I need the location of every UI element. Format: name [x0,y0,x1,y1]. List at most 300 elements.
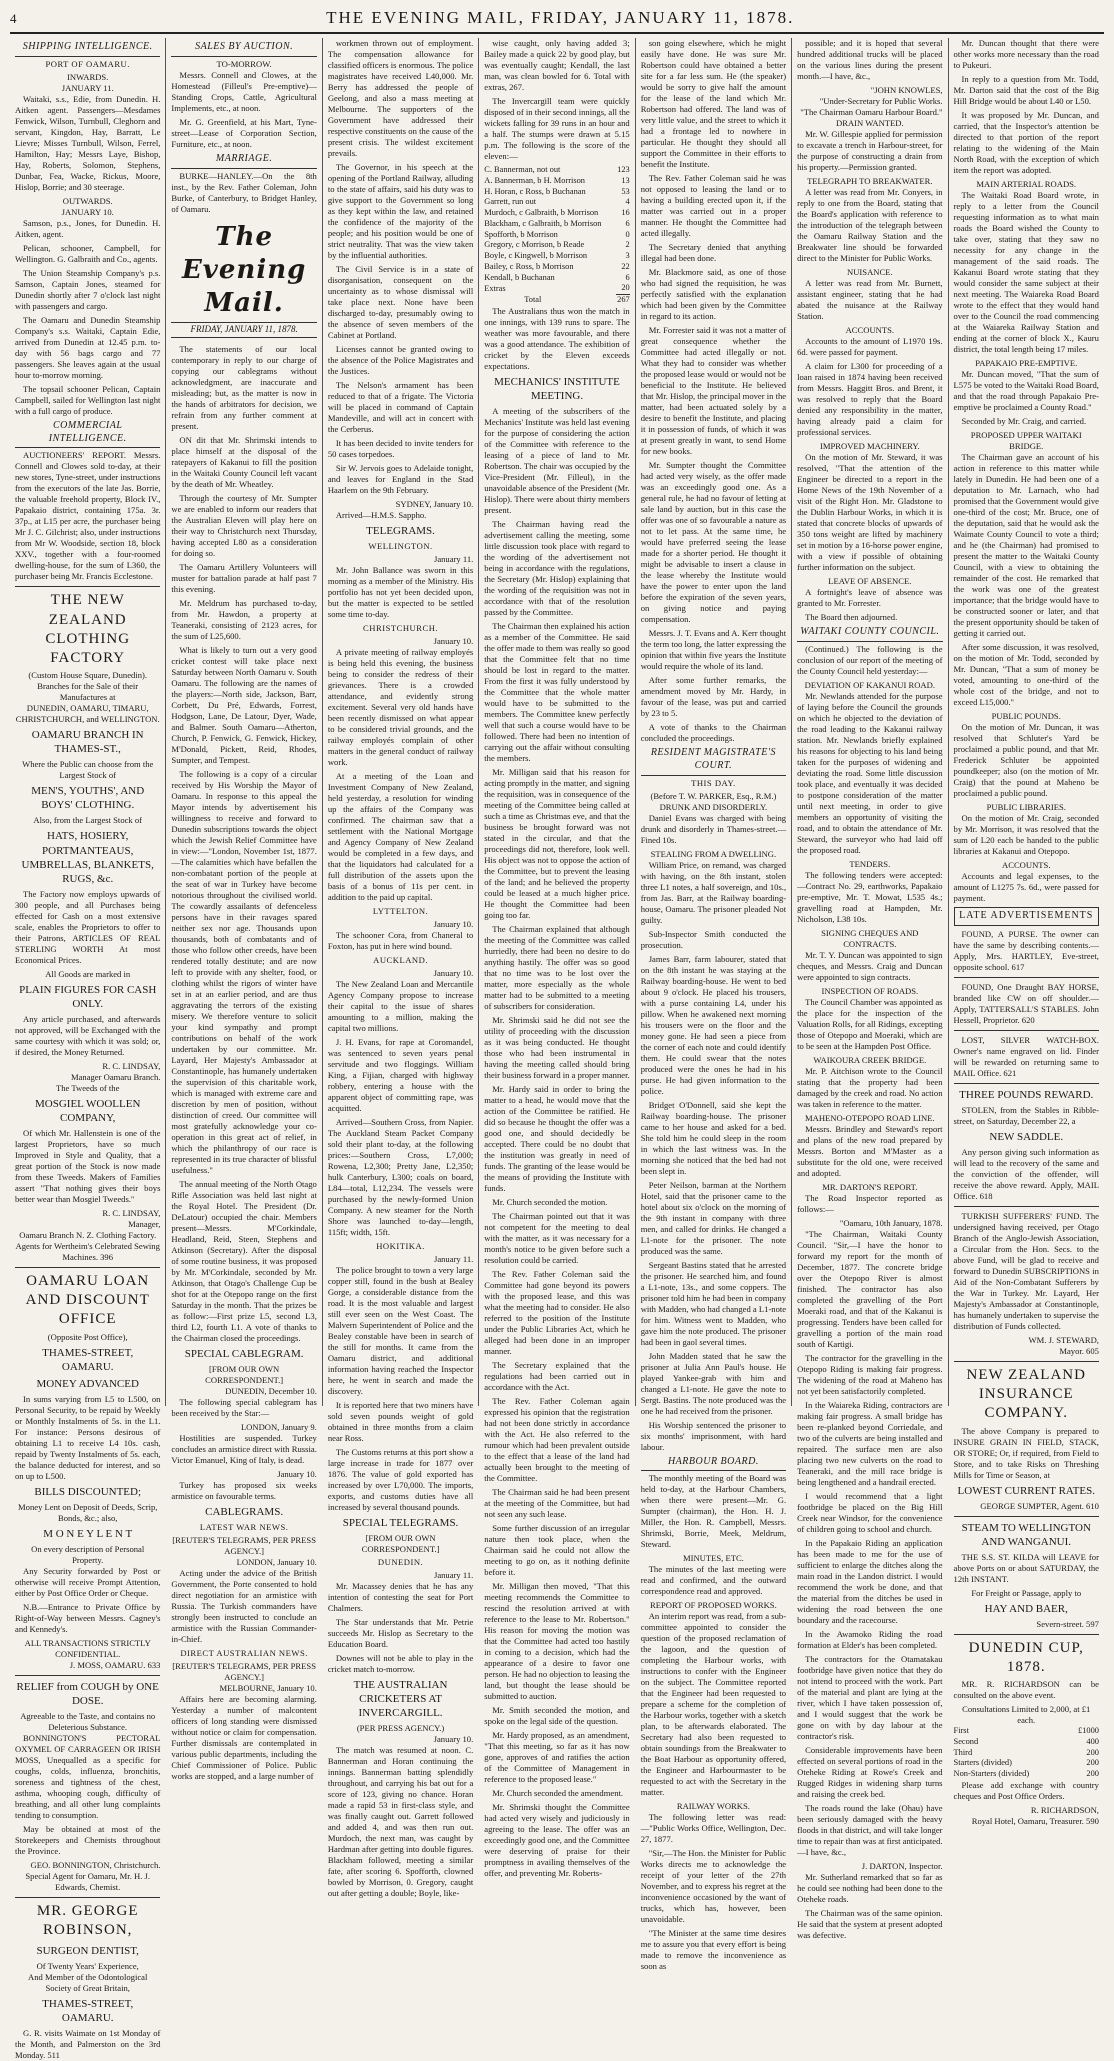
divider [954,1516,1099,1517]
paragraph: The Chairman was of the same opinion. He said that the system at present adopted was defective. [797,1907,943,1940]
paragraph: May be obtained at most of the Storekeepers and Chemists throughout the Province. [15,1824,161,1857]
paragraph: "Sir,—The Hon. the Minister for Public Works directs me to acknowledge the receipt of your letter of the 27th November, and to express his regret at the inconvenience occasioned by the want of trucks, which has, however, been unavoidable. [640,1848,787,1925]
centered-line: And Member of the Odontological Society of Great Britain, [28,1971,148,1993]
paragraph: Accounts to the amount of L1970 19s. 6d. were passed for payment. [797,336,943,357]
paragraph: The Chairman gave an account of his action in reference to this matter while lately in Dunedin. He had been one of a deputation to Mr. Larnach, who had promised that the Government would give one-third of the cost; Mr. Bruce, one of the deputation, said that he would ask the Waimate County Council to vote a third; and he (the Chairman) had promised to present the matter to the Waitaki County Council, with a view to obtaining the remainder of the cost. He remarked that the work was one of the greatest importance; that the bridge would have to be constructed sooner or later, and that the present opportunity should be taken of getting it carried out. [953,452,1099,638]
paragraph: The Rev. Father Coleman said the Committee had gone beyond its powers with the proposed lease, and this was what the meeting had to consider. He also referred to the position of the Institute under the Public Libraries Act, which he alleged had been done in an improper manner. [484,1268,630,1356]
display-line: NEW SADDLE. [989,1130,1064,1143]
centered-line: (PER PRESS AGENCY.) [356,1723,445,1734]
table-row [484,283,629,294]
paragraph: The Board then adjourned. [805,612,898,622]
display-line: MONEY ADVANCED [36,1377,139,1390]
column-1 [10,38,166,2060]
display-line: THE AUSTRALIAN CRICKETERS AT INVERCARGILL. [353,1679,448,1720]
paragraph: The Chairman said he had been present at the meeting of the Committee, but had not seen any such lease. [484,1486,630,1519]
section-heading: MARRIAGE. [171,153,316,169]
table-value: 400 [1086,1736,1099,1746]
table-label: Total [524,294,542,304]
table-row [484,262,629,273]
paragraph: The Australians thus won the match in one innings, with 139 runs to spare. The weather was more favourable, and there was a good attendance. The exhibition of cricket by the Eleven exceeds expectations. [484,305,630,371]
table-label: Murdoch, c Galbraith, b Morrison [484,208,599,217]
divider [954,1361,1099,1362]
paragraph: The Customs returns at this port show a large increase in trade for 1877 over 1876. The value of gold exported has increased by over L70,000. The imports, exports, and customs duties have all increased by several thousand pounds. [327,1447,474,1513]
centered-line: (Before T. W. PARKER, Esq., R.M.) [650,790,777,801]
centered-line: Agents for Wertheim's Celebrated Sewing Machines. 396 [15,1241,160,1263]
paragraph: Messrs. Brindley and Steward's report and plans of the new road prepared by Messrs. Borton and M'Master as a substitute for the old one, were received and adopted. [797,1123,943,1178]
paragraph: Bridget O'Donnell, said she kept the Railway boarding-house. The prisoner came to her house and asked for a bed. She told him he could sleep in the room in which the last witness was. In the morning she noticed that the bed had not been slept in. [640,1099,787,1176]
section-heading: RESIDENT MAGISTRATE'S COURT. [641,747,786,776]
right-line: Royal Hotel, Oamaru, Treasurer. 590 [971,1815,1099,1826]
table-value: 6 [625,218,630,228]
table-value: 200 [1086,1769,1099,1779]
paragraph: An interim report was read, from a sub-committee appointed to consider the question of the proposed reclamation of the lagoon, and the question of completing the Harbour works, with instructions to confer with the Engineer on the subject. The Committee reported that the Engineer had been requested to prepare a scheme for the completion of the Harbour works, together with a sketch plan, to be afterwards elaborated. The Secretary had also been requested to obtain soundings from the Breakwater to the Boat Harbour as opportunity offered, the Engineer and Harbourmaster to be requested to act with the Secretary in the matter. [640,1611,787,1798]
paragraph: The Secretary denied that anything illegal had been done. [640,242,787,263]
divider [15,1267,160,1268]
centered-line: DRAIN WANTED. [836,118,904,128]
paragraph: FOUND, One Draught BAY HORSE, branded like CW on off shoulder.—Apply, TATTERSALL'S STABLES. John Hessell, Proprietor. 620 [953,981,1099,1025]
table-row [954,1748,1099,1759]
table-label: Starters (divided) [953,1758,1012,1768]
subheading: AUCKLAND. [373,955,428,966]
right-line: MELBOURNE, January 10. [219,1683,317,1694]
paragraph: In the Awamoko Riding the road formation at Elder's has been completed. [797,1628,943,1650]
column-7-part-b [954,1780,1099,1827]
centered-line: ACCOUNTS. [845,325,895,335]
paragraph: BURKE—HANLEY.—On the 8th inst., by the Rev. Father Coleman, John Burke, of Canterbury, to Bridget Hanley, of Oamaru. [171,170,317,214]
table-value: 123 [617,165,630,174]
paragraph: A vote of thanks to the Chairman concluded the proceedings. [640,722,787,743]
centered-line: DUNEDIN, OAMARU, TIMARU, CHRISTCHURCH, and WELLINGTON. [15,703,160,725]
display-line: M O N E Y L E N T [43,1527,133,1540]
issue-date: FRIDAY, JANUARY 11, 1878. [171,322,316,338]
centered-line: (Opposite Post Office), [47,1331,128,1342]
section-heading: COMMERCIAL INTELLIGENCE. [15,420,160,449]
table-value: 13 [621,175,630,185]
paragraph: THE S.S. ST. KILDA will LEAVE for above Ports on or about SATURDAY, the 12th INSTANT. [953,1551,1099,1584]
paragraph: Mr. Meldrum has purchased to-day, from Mr. Hawdon, a property at Teaneraki, consisting of 2123 acres, for the sum of L25,600. [171,597,317,641]
table-value: £1000 [1078,1726,1099,1736]
table-label: Gregory, c Morrison, b Reade [484,240,585,250]
display-line: BILLS DISCOUNTED; [34,1485,142,1498]
column-5 [636,38,792,1972]
page-number: 4 [10,11,17,26]
paragraph: The Factory now employs upwards of 300 people, and all Purchases being effected for Cash on a most extensive scale, enables the Proprietors to offer to their Patrons, ARTICLES OF REAL STERLING WORTH At most Economical Prices. [15,888,161,965]
paragraph: Accounts and legal expenses, to the amount of L1275 7s. 6d., were passed for payment. [953,871,1099,903]
centered-line: For Freight or Passage, apply to [971,1587,1082,1598]
right-line: Severn-street. 597 [1036,1618,1099,1629]
paragraph: His Worship sentenced the prisoner to six months' imprisonment, with hard labour. [640,1419,787,1452]
subheading: HOKITIKA. [376,1241,425,1252]
centered-line: PROPOSED UPPER WAITAKI BRIDGE. [970,430,1082,451]
display-line: PLAIN FIGURES FOR CASH ONLY. [19,983,157,1010]
right-line: J. MOSS, OAMARU. 633 [69,1660,161,1671]
paragraph: William Price, on remand, was charged with having, on the 8th instant, stolen three L1 notes, a half sovereign, and 10s., from Jas. Barr, at the Railway boarding-house, Oamaru. The prisoner pleaded Not guilty. [640,859,787,925]
paragraph: After some discussion, it was resolved, on the motion of Mr. Todd, seconded by Mr. Duncan, "That a sum of money be voted, amounting to one-third of the whole cost of the bridge, and not to exceed L15,000." [953,642,1099,707]
paragraph: Mr. W. Gillespie applied for permission to excavate a trench in Harbour-street, for the purpose of constructing a drain from his property.—Permission granted. [797,129,943,172]
subheading: PORT OF OAMARU. [45,58,130,69]
paragraph: BONNINGTON'S PECTORAL OXYMEL OF CARRAGEEN OR IRISH MOSS, Unequalled as a specific for coughs, colds, influenza, bronchitis, soreness and tightness of the chest, asthma, whooping cough, difficulty of breathing, and all other lung complaints tending to consumption. [15,1733,161,1821]
paragraph: The Chairman pointed out that it was not competent for the meeting to deal with the matter, as it was necessary for a month's notice to be given before such a resolution could be carried. [484,1210,630,1265]
paragraph: John Madden stated that he saw the prisoner at Julia Ann Paul's house. He played Yankee-grab with him and changed a L1-note. He gave the note to Sergt. Bastins. The note produced was the one he had received from the prisoner. [640,1350,787,1416]
paragraph: The above Company is prepared to INSURE GRAIN IN FIELD, STACK, OR STORE; Or, if required, from Field to Store, and to take Risks on Threshing Mills for Time or Season, at [953,1425,1099,1480]
centered-line: WAIKOURA CREEK BRIDGE. [813,1054,927,1065]
paragraph: In reply to a question from Mr. Todd, Mr. Darton said that the cost of the Big Hill Bridge would be about L40 or L50. [953,74,1099,106]
paragraph: A meeting of the subscribers of the Mechanics' Institute was held last evening for the purpose of considering the action of the Committee with reference to the leasing of a piece of land to Mr. Robertson. The chair was occupied by the Vice-President (Mr. Filleul), in the unavoidable absence of the President (Mr. Hislop). There were about thirty members present. [484,405,630,515]
table-label: Garrett, run out [484,197,537,207]
right-line: LONDON, January 9. [240,1421,317,1432]
ad-headline: DUNEDIN CUP, 1878. [968,1639,1084,1676]
divider [15,1897,160,1898]
paragraph: Daniel Evans was charged with being drunk and disorderly in Thames-street.—Fined 10s. [640,812,787,845]
table-row [484,208,629,219]
centered-line: Where the Public can choose from the Largest Stock of [22,759,154,781]
table-value: 6 [625,272,630,282]
paragraph: The Rev. Father Coleman said he was not opposed to leasing the land or to having a building erected upon it, if the matter was carried out in a proper manner. He thought the Committee had acted illegally. [640,173,787,238]
right-line: January 11. [433,1254,474,1265]
paragraph: The minutes of the last meeting were read and confirmed, and the outward correspondence read and approved. [640,1564,787,1597]
display-line: SURGEON DENTIST, [36,1944,139,1957]
right-line: GEO. BONNINGTON, Christchurch. [30,1860,161,1871]
paragraph: Sergeant Bastins stated that he arrested the prisoner. He searched him, and found a L1-note, 13s., and some coppers. The prisoner told him he had been in company with Madden, who had changed a L1-note for him. Witness went to Madden, who gave him the note produced. The prisoner had been in gaol several times. [640,1259,787,1347]
centered-line: Agreeable to the Taste, and contains no Deleterious Substance. [20,1711,156,1733]
paragraph: FOUND, A PURSE. The owner can have the same by describing contents.—Apply, Mrs. HARTLEY, Eve-street, opposite school. 617 [953,928,1099,972]
table-value: 200 [1086,1747,1099,1757]
display-line: MECHANICS' INSTITUTE MEETING. [494,375,620,402]
subheading: DUNEDIN. [377,1557,424,1568]
table-value: 22 [621,261,630,271]
centered-line: PUBLIC POUNDS. [991,711,1061,721]
table-label: Third [953,1747,973,1757]
display-line: THAMES-STREET, OAMARU. [42,1997,134,2024]
divider [954,1083,1099,1084]
divider [954,1634,1099,1635]
table-row [484,219,629,230]
right-line: SYDNEY, January 10. [395,499,474,509]
centered-line: MAIN ARTERIAL ROADS. [976,179,1077,189]
divider [954,1206,1099,1207]
centered-line: Also, from the Largest Stock of [33,815,143,826]
column-7 [949,38,1104,1826]
paragraph: The Chairman then explained his action as a member of the Committee. He said the offer made to them was really so good that the Committee felt that no time should be lost in regard to the matter. From the first it was fully understood by the Committee that the whole matter would have to be submitted to the members. The Committee knew perfectly well that such a course would have to be followed. There had been no intention of carrying out the affair without consulting the members. [484,620,630,763]
paragraph: Through the courtesy of Mr. Sumpter we are enabled to inform our readers that the Australian Eleven will play here on their way to Christchurch next Thursday, having accepted L80 as a consideration for doing so. [171,492,317,558]
paragraph: On the motion of Mr. Duncan, it was resolved that Schluter's Yard be proclaimed a public pound, and that Mr. Frederick Schluter be appointed poundkeeper; also (on the motion of Mr. Craig) that the pound at Maheno be proclaimed a public pound. [953,722,1099,798]
table-row [484,251,629,262]
paragraph: The Invercargill team were quickly disposed of in their second innings, all the wickets falling for 39 runs in an hour and a half. The stumps were drawn at 5.15 p.m. The following is the score of the eleven:— [484,96,630,161]
column-4-part-b [484,306,629,1879]
paragraph: The New Zealand Loan and Mercantile Agency Company propose to increase their capital to the issue of shares amounting to a million, making the capital two millions. [327,979,474,1034]
paragraph: Waitaki, s.s., Edie, from Dunedin. H. Aitken agent. Passengers—Mesdames Fenwick, Wilson, Turnbull, Cleghorn and servant, Kingdon, Hay, Barratt, Le Lievre; Misses Turnbull, Wilson, Ferrel, Hamilton, Hay; Messrs Laye, Bishop, Hay, Roberts, Solomon, Stephens, Dunbar, Fea, Wacke, Rickus, Moore, Hislop, Borrie; and 30 steerage. [15,93,161,192]
paragraph: The following is a copy of a circular received by His Worship the Mayor of Oamaru. In response to this appeal the Mayor intends by advertisement his willingness to receive and forward to Dunedin subscriptions towards the object which the Jewish Relief Committee have in view:—"London, November 1st, 1877.—The calamities which have befallen the non-combatant portion of the people at the seat of war in Turkey have become notorious throughout the civilised world. The cowardly assailants of defenceless persons have in their ravages spared neither sex nor age. Thousands upon thousands, both of combatants and of those who follow other creeds, have been rendered totally destitute; and are now left to provide with any shelter, food, or clothing whilst the rigors of winter have set in at an earlier period, and are thus aggravating the terrors of the existing misery. We therefore venture to solicit your kind sympathy and prompt contributions on behalf of the work undertaken by our committee. Mr. Layard, Her Majesty's Ambassador at Constantinople, has humanely undertaken the supervision of this charitable work, which is managed with extreme care and discretion by men of position, without distinction of creed. Our committee will most gratefully acknowledge your co-operation in this great act of relief, in which the philanthropy of our race is represented in its true character of blissful usefulness." [171,768,317,1175]
paragraph: Mr. Church seconded the motion. [492,1196,608,1207]
centered-line: SIGNING CHEQUES AND CONTRACTS. [821,927,919,949]
paragraph: Any article purchased, and afterwards not approved, will be Exchanged with the same courtesy with which it was sold; or, if desired, the Money Returned. [15,1013,161,1057]
columns [10,38,1104,2060]
centered-line: JANUARY 11. [61,82,114,93]
newspaper-name: The Evening Mail. [181,221,307,319]
paragraph: The monthly meeting of the Board was held to-day, at the Harbour Chambers, when there were present—Mr. G. Sumpter (chairman), the Hon. H. J. Miller, the Hon. R. Campbell, Messrs. Shrimski, Borrie, Meek, Meldrum, Steward. [640,1473,787,1550]
paragraph: The Civil Service is in a state of disorganisation, consequent on the uncertainty as to whose dismissal will take place next. None have been discharged to-day, presumably owing to the absence of seven members of the Cabinet at Portland. [327,264,474,340]
table-value: 0 [625,229,630,239]
right-line: January 10. [433,919,474,930]
centered-line: On every description of Personal Property. [31,1544,145,1566]
paragraph: Licenses cannot be granted owing to the absence of the Police Magistrates and the Justices. [327,344,474,376]
subheading: WELLINGTON. [368,541,433,552]
centered-line: JANUARY 10. [61,206,114,217]
paragraph: The Secretary explained that the regulations had been carried out in accordance with the Act. [484,1359,630,1392]
right-line: Manager, [128,1219,161,1230]
centered-line: The Tweeds of the [55,1082,120,1093]
paragraph: Acting under the advice of the British Government, the Porte consented to hold direct negotiation for an armistice with Russia. The Turkish commanders have strongly been instructed to conclude an armistice with the Russian Commander-in-Chief. [171,1568,317,1645]
table-value: 16 [621,208,630,217]
centered-line: MR. DARTON'S REPORT. [822,1181,918,1192]
paragraph: TURKISH SUFFERERS' FUND. The undersigned having received, per Otago Branch of the Anglo-Jewish Association, a Circular from the Hon. Secs. to the above Fund, will be glad to receive and forward to Dunedin SUBSCRIPTIONS in Aid of the Non-Combatant Sufferers by the War in Turkey. Mr. Layard, Her Majesty's Ambassador at Constantinople, has humanely undertaken to supervise the distribution of Funds collected. [953,1210,1099,1331]
centered-line: OUTWARDS. [62,195,113,206]
paragraph: Mr. Forrester said it was not a matter of great consequence whether the Committee had acted illegally or not. What they had to consider was whether the proposed lease would or would not be beneficial to the Institute. He believed that Mr. Hislop, the principal mover in the matter, had been actuated solely by a desire to benefit the Institute, and placing it in possession of funds, of which it was at present greatly in want, to send Home for new books. [640,325,787,456]
paragraph: The roads round the lake (Ohau) have been seriously damaged with the heavy floods in that district, and will take longer time to repair than was at first anticipated.—I have, &c., [797,1802,943,1857]
table-row [954,1737,1099,1748]
right-line: WM. J. STEWARD, [1028,1334,1099,1345]
paragraph: Hostilities are suspended. Turkey concludes an armistice direct with Russia. Victor Emanuel, King of Italy, is dead. [171,1432,317,1465]
paragraph: The annual meeting of the North Otago Rifle Association was held last night at the Royal Hotel. The President (Dr. DeLatour) occupied the chair. Members present—Messrs. M'Corkindale, Headland, Reid, Steen, Stephens and Atkinson (Secretary). After the disposal of some routine business, it was proposed by Mr. M'Corkindale, seconded by Mr. Atkinson, that Otago's Challenge Cup be shot for at the Otepopo range on the first Saturday in the month. That the prizes be as follow:—First prize L5, second L3, third L2, fourth L1. A vote of thanks to the Chairman closed the proceedings. [171,1178,317,1343]
centered-line: Consultations Limited to 2,000, at £1 each. [962,1704,1091,1726]
centered-line: [FROM OUR OWN CORRESPONDENT.] [361,1533,440,1555]
right-line: R. RICHARDSON, [1030,1804,1099,1815]
paragraph: The Oamaru and Dunedin Steamship Company's s.s. Waitaki, Captain Edie, arrived from Dunedin at 12.45 p.m. to-day with 56 bags cargo and 77 passengers. She leaves again at the usual hour to-morrow morning. [15,314,161,380]
table-row [954,1769,1099,1780]
column-6-part-a [797,38,942,1941]
display-line: HAY AND BAER, [984,1602,1068,1615]
centered-line: MINUTES, ETC. [682,1553,744,1564]
table-value: 200 [1086,1758,1099,1768]
paragraph: Samson, p.s., Jones, for Dunedin. H. Aitken, agent. [15,217,161,239]
table-row [484,187,629,198]
cricket-scorecard [484,165,629,306]
paragraph: Please add exchange with country cheques and Post Office Orders. [953,1779,1099,1801]
right-line: Mayor. 605 [1059,1345,1099,1356]
column-6 [792,38,948,1940]
paragraph: Downes will not be able to play in the cricket match to-morrow. [327,1653,474,1675]
centered-line: All Goods are marked in [45,968,131,979]
centered-line: INSPECTION OF ROADS. [821,985,919,996]
paragraph: The following special cablegram has been received by the Star:— [171,1396,317,1418]
table-row [954,1726,1099,1737]
paragraph: The Council Chamber was appointed as the place for the inspection of the Valuation Rolls, for all Ridings, excepting those of Otepopo and Moeraki, which are to be seen at the Hampden Post Office. [797,996,943,1051]
paragraph: A private meeting of railway employés is being held this evening, the business being to consider the redress of their grievances. There is a crowded attendance, and evidently strong excitement. Several very old hands have been recently dismissed on what appear to be considered trivial grounds, and the railway employés complain of other matters in the general conduct of railway work. [327,647,474,768]
centered-line: DEVIATION OF KAKANUI ROAD. [804,679,935,690]
centered-line: TENDERS. [849,858,891,869]
centered-line: TELEGRAPH TO BREAKWATER. [807,176,933,186]
centered-line: [REUTER'S TELEGRAMS, PER PRESS AGENCY.] [172,1661,316,1683]
centered-line: (Custom House Square, Dunedin). [28,670,148,681]
paragraph: Mr. Duncan moved, "That the sum of L575 be voted to the Waitaki Road Board, and that the road through Papakaio Pre-emptive be proclaimed a County Road." [953,369,1099,412]
ad-headline: NEW ZEALAND INSURANCE COMPANY. [966,1366,1086,1422]
centered-line: REPORT OF PROPOSED WORKS. [650,1600,777,1611]
paragraph: J. H. Evans, for rape at Coromandel, was sentenced to seven years penal servitude and two floggings. William King, a Fijian, charged with highway robbery, entering a house with the apparent object of committing rape, was acquitted. [327,1037,474,1114]
paragraph: Mr. P. Aitchison wrote to the Council stating that the property had been damaged by the creek and road. No action was taken in reference to the matter. [797,1065,943,1109]
paragraph: AUCTIONEERS' REPORT. Messrs. Connell and Clowes sold to-day, at their new stores, Tyne-street, under instructions from the executors of the late Jas. Borrie, the valuable freehold property, Block IV., Papakaio district, containing 175a. 3r. 37p., at L15 per acre, the purchaser being Mr J. C. Gilchrist; also, under instructions from Mr W. Woodside, section 18, block XXV., together with a four-roomed dwelling-house, for the sum of L360, the purchaser being Mr. Francis Ecclestone. [15,450,161,582]
paragraph: The police brought to town a very large copper still, found in the bush at Bealey Gorge, a considerable distance from the road. It is the most valuable and largest still ever seen on the West Coast. The Malvern Superintendent of Police and the Bealey constable have been in search of the still for months. It came from the Oamaru district, and additional information having reached the Inspector here, he went in search and made the discovery. [327,1265,474,1397]
paragraph: The schooner Cora, from Chaneral to Foxton, has put in here wind bound. [327,930,474,952]
paragraph: Of which Mr. Hallenstein is one of the largest Proprietors, have so much Improved in Style and Quality, that a great portion of the Stock is now made from these Tweeds. Makers of Families assert "That nothing gives their boys better wear than Mosgiel Tweeds." [15,1128,161,1205]
right-line: January 11. [433,554,474,565]
paragraph: I would recommend that a light footbridge be placed on the Big Hill Creek near Windsor, for the convenience of children going to school and church. [797,1490,943,1534]
paragraph: The following tenders were accepted:—Contract No. 29, earthworks, Papakaio pre-emptive, Mr. T. Mowat, L535 4s.; gravelling road at Hampden, Mr. Nicholson, L38 10s. [797,869,943,924]
right-line: J. DARTON, Inspector. [861,1860,943,1871]
display-line: OAMARU BRANCH IN THAMES-ST., [31,729,144,756]
centered-line: MAHENO-OTEPOPO ROAD LINE. [805,1112,935,1123]
display-line: THREE POUNDS REWARD. [959,1088,1094,1101]
paragraph: "The Minister at the same time desires me to assure you that every effort is being made to remove the inconvenience as soon as [640,1928,787,1972]
display-line: THAMES-STREET, OAMARU. [42,1346,134,1373]
display-line: SPECIAL TELEGRAMS. [342,1517,459,1530]
centered-line: ALL TRANSACTIONS STRICTLY CONFIDENTIAL. [24,1638,151,1660]
divider [15,586,160,587]
column-2 [166,38,322,1782]
display-line: SPECIAL CABLEGRAM. [184,1347,304,1360]
paragraph: Mr. Duncan thought that there were other works more necessary than the road to Pukeuri. [953,38,1099,70]
table-row [484,240,629,251]
paragraph: possible; and it is hoped that several hundred additional trucks will be placed on the various lines during the present month.—I have, &c., [797,38,943,81]
paragraph: The Oamaru Artillery Volunteers will muster for battalion parade at half past 7 this evening. [171,561,317,594]
paragraph: Some further discussion of an irregular nature then took place, when the Chairman said he could not allow the meeting to go on, as it nothing definite before it. [484,1522,630,1577]
paragraph: LOST, SILVER WATCH-BOX. Owner's name engraved on lid. Finder will be rewarded on returning same to MAIL Office. 621 [953,1034,1099,1078]
paragraph: Considerable improvements have been effected on several portions of road in the Oteheke Riding at Rowe's Creek and Rugged Ridges in widening sharp turns and raising the creek bed. [797,1744,943,1799]
right-line: January 10. [433,636,474,647]
paragraph: Mr. Church seconded the amendment. [492,1787,624,1798]
display-line: MOSGIEL WOOLLEN COMPANY, [35,1097,141,1124]
centered-line: INWARDS. [67,71,109,82]
paragraph: The statements of our local contemporary in reply to our charge of copying our cablegrams without acknowledgment, are inaccurate and misleading; but, as the matter is now in the hands of arbitrators for decision, we refrain from any further comment at present. [171,343,317,431]
cup-prize-table [954,1726,1099,1780]
centered-line: ACCOUNTS. [1002,860,1051,870]
paragraph: Messrs. Connell and Clowes, at the Homestead (Filleul's Pre-emptive)—Standing Crops, Cattle, Agricultural Implements, etc., at noon. [171,69,317,113]
table-label: First [953,1726,969,1736]
column-4 [479,38,635,1878]
paragraph: Mr. Shrimski said he did not see the utility of proceeding with the discussion as it was being conducted. He thought those who had been instrumental in having the meeting called should bring their business forward in a proper manner. [484,1014,630,1080]
paragraph: The following letter was read:—"Public Works Office, Wellington, Dec. 27, 1877. [640,1812,787,1845]
paragraph: STOLEN, from the Stables in Ribble-street, on Saturday, December 22, a [953,1104,1099,1126]
paragraph: Mr. Sumpter thought the Committee had acted very wisely, as the offer made was an exceedingly good one. As a general rule, he had no favour of letting at sale land by auction, but in this case the offer was one of so favourable a nature as not to let pass. At the same time, he would have preferred seeing the lease made for a shorter period. He thought it might be advisable to insert a clause in the lease whereby the Institute would have the power to enter upon the land before the expiration of the seven years, on giving notice and paying compensation. [640,460,787,624]
table-row [484,165,629,176]
right-line: R. C. LINDSAY, [102,1208,161,1219]
paragraph: The Waitaki Road Board wrote, in reply to a letter from the Council requesting information as to what main roads the Board wished the County to take over, stating that they saw no necessity for any change in the management of the said roads. The Kakanui Board wrote stating that they would consider the same subject at their next meeting. The Waiareka Road Board wrote to the effect that they would hand over to the Council the road commencing at the Waiareka Railway Station and ending at the corner of block X., Kauru district, the total length being 17 miles. [953,190,1099,354]
display-line: HATS, HOSIERY, PORTMANTEAUS, UMBRELLAS, BLANKETS, RUGS, &c. [21,830,154,885]
section-heading: WAITAKI COUNTY COUNCIL. [797,626,942,642]
paragraph: workmen thrown out of employment. The compensation allowance for classified officers is enormous. The police magistrates have received L40,000. Mr. Berry has addressed the people of Geelong, and also a mass meeting at Melbourne. The supporters of the Government have addressed their respective constituents on the cause of the present crisis. The wildest excitement prevails. [327,38,474,158]
paragraph: It is reported here that two miners have sold seven pounds weight of gold obtained in three months from a claim near Ross. [327,1400,474,1444]
paragraph: A letter was read from Mr. Burnett, assistant engineer, stating that he had abated the nuisance at the Railway Station. [797,278,943,321]
paragraph: Mr. Newlands attended for the purpose of laying before the Council the grounds on which he objected to the deviation of the road leading to the Kakanui railway station. Mr. Newlands briefly explained his reasons for objecting to his land being taken for the purposes of widening and deviating the road. Some little discussion took place, and eventually it was decided to postpone consideration of the matter until next meeting, in order to give members an opportunity of visiting the road, and to obtain the attendance of Mr. Steward, the surveyor who had laid off the proposed road. [797,690,943,855]
subheading: LYTTELTON. [372,906,429,917]
centered-line: NUISANCE. [847,267,893,277]
table-label: Boyle, c Kingwell, b Morrison [484,251,588,260]
paragraph: Mr. Milligan then moved, "That this meeting recommends the Committee to rescind the resolution arrived at with reference to the lease to Mr. Robertson." His reason for moving the motion was that the Committee had acted too hastily in coming to a decision, which had the appearance of a desire to favor one person. He had no objection to leasing the land, but thought the lease should be submitted to auction. [484,1580,630,1701]
paragraph: A fortnight's leave of absence was granted to Mr. Forrester. [797,587,943,608]
right-line: January 11. [433,1570,474,1581]
paragraph: In the Waiareka Riding, contractors are making fair progress. A small bridge has been re-planked beyond Corriedale, and two of the culverts are being installed and repaired. The surface men are also placing two new culverts on the road to Teaneraki, and the mill race bridge is being lengthened and a handrail erected. [797,1399,943,1487]
table-label: Non-Starters (divided) [953,1769,1030,1779]
subheading: DIRECT AUSTRALIAN NEWS. [180,1648,308,1659]
paragraph: Affairs here are becoming alarming. Yesterday a number of malcontent officers of long standing were dismissed without notice or claim for compensation. Further dismissals are contemplated in various public departments, including the Chief Commissioner of Police. Public works are stopped, and a large number of [171,1694,317,1782]
paragraph: A letter was read from Mr. Conyers, in reply to one from the Board, stating that the Board's application with reference to the introduction of the telegraph between the Oamaru Railway Station and the Breakwater line should be forwarded direct to the Minister for Public Works. [797,187,943,263]
paragraph: Mr. Shrimski thought the Committee had acted very wisely and judiciously in agreeing to the lease. The offer was an exceedingly good one, and the Committee were deserving of praise for their promptness in availing themselves of the offer, and preventing Mr. Roberts- [484,1801,630,1878]
paragraph: The Chairman having read the advertisement calling the meeting, some little discussion took place with regard to the wording of the advertisement not being in accordance with the regulations, the Secretary (Mr. Hislop) explaining that the wording of the requisition was not in accordance with that of the resolution passed by the Committee. [484,518,630,617]
paragraph: The Chairman explained that although the meeting of the Committee was called hurriedly, there had been no desire to do anything hastily. The offer was so good that no time was to be lost over the matter, more especially as the whole matter had to be submitted to a meeting of subscribers for consideration. [484,923,630,1011]
section-heading: SALES BY AUCTION. [171,41,316,57]
paragraph: What is likely to turn out a very good cricket contest will take place next Saturday between North Oamaru v. South Oamaru. The following are the names of the players:—North side, Jackson, Barr, Corbett, Du Pré, Edwards, Forrest, Hodgson, Lane, De Latour, Dyer, Wade, and Balmer. South Oamaru—Atherton, Church, P. Fenwick, G. Fenwick, Hickey, M'Donald, Pickett, Reid, Rhodes, Sumpter, and Tempest. [171,644,317,765]
centered-line: [REUTER'S TELEGRAMS, PER PRESS AGENCY.] [172,1535,316,1557]
paragraph: Mr. Sutherland remarked that so far as he could see nothing had been done to the Oteheke roads. [797,1871,943,1904]
right-line: "The Chairman Oamaru Harbour Board." [800,107,943,117]
table-label: Spofforth, b Morrison [484,229,558,239]
right-line: January 10. [277,1468,317,1479]
centered-line: RAILWAY WORKS. [676,1801,750,1812]
paragraph: The Road Inspector reported as follows:— [797,1192,943,1214]
paragraph: In sums varying from L5 to L500, on Personal Security, to be repaid by Weekly or Monthly Instalments of 5s. in the L1. For instance: Persons desirous of obtaining L1 to receive L4 10s. cash, repaid by Twenty Instalments of 5s. each, the balance deducted for interest, and so on up to L500. [15,1393,161,1481]
centered-line: PUBLIC LIBRARIES. [986,802,1066,812]
subheading: THIS DAY. [691,777,736,788]
paragraph: Sir W. Jervois goes to Adelaide tonight, and leaves for England in the Stad Haarlem on the 9th February. [327,463,474,495]
paragraph: It was proposed by Mr. Duncan, and carried, that the Inspector's attention be directed to that portion of the report relating to the widening of the Main North Road, with the exception of which item the report was adopted. [953,110,1099,175]
centered-line: DRUNK AND DISORDERLY. [659,801,768,812]
paragraph: A claim for L300 for proceeding of a loan raised in 1874 having been received from Messrs. Haggitt Bros. and Brent, it was resolved to reply that the Board denied any responsibility in the matter, having already paid a claim for professional services. [797,361,943,437]
divider [15,1675,160,1676]
paragraph: wise caught, only having added 3; Bailey made a quick 22 by good play, but was eventually caught; Kendall, the last man, was clean bowled for 6. Total with extras, 267. [484,38,630,92]
centered-line: STEALING FROM A DWELLING. [650,848,777,859]
paragraph: The contractors for the Otamatakau footbridge have given notice that they do not intend to proceed with the work. Part of the material and plant are lying at the river, which I have taken possession of, and I would suggest that the work be gone on with by day labour at the contractor's risk. [797,1653,943,1741]
paragraph: The Governor, in his speech at the opening of the Portland Railway, alluding to the state of affairs, said his duty was to give support to the Government so long as they kept within the law, and retained the confidence of the majority of the people; and his position would be one of strict neutrality. That was the view taken by the influential authorities. [327,162,474,260]
paragraph: MR. R. RICHARDSON can be consulted on the above event. [953,1679,1099,1701]
table-value: 4 [625,197,630,207]
paragraph: Any Security forwarded by Post or otherwise will receive Prompt Attention, either by Post Office Order or Cheque. [15,1566,161,1599]
divider [954,1030,1099,1031]
table-value: 2 [625,240,630,250]
paragraph: Mr. Hardy proposed, as an amendment, "That this meeting, so far as it has now gone, approves of and ratifies the action of the Committee of Management in reference to the proposed lease." [484,1729,630,1784]
table-row [484,176,629,187]
paragraph: The Union Steamship Company's p.s. Samson, Captain Jones, steamed for Dunedin shortly after 7 o'clock last night with passengers and cargo. [15,267,161,311]
right-line: "JOHN KNOWLES, [870,85,943,95]
table-label: H. Horan, c Ross, b Buchanan [484,186,586,196]
paragraph: The Star understands that Mr. Petrie succeeds Mr. Hislop as Secretary to the Education Board. [327,1617,474,1650]
page-header [10,8,1104,34]
paragraph: Mr. Milligan said that his reason for acting promptly in the matter, and signing the requisition, was in consequence of the meeting of the Committee being called at such a time as Christmas eve, and that the business be brought forward was not stated in the circular, and that the proceedings did not, therefore, look well. His object was not to oppose the action of the Committee, but to prevent the leasing of the land; and he believed the property could be leased at a much higher price. He thought the Committee had been going too far. [484,766,630,920]
centered-line: Of Twenty Years' Experience, [36,1960,139,1971]
table-row [484,273,629,284]
paragraph: "The Chairman, Waitaki County Council. "Sir,—I have the honor to forward my report for the month of December, 1877. The concrete bridge over the Otepopo River is almost finished. The contractor has also completed the gravelling of the Port Moeraki road, and that of the Kakanui is progressing. Tenders have been called for gravelling a portion of the main road south of Kartigi. [797,1228,943,1349]
right-line: LONDON, January 10. [236,1557,317,1568]
paragraph: At a meeting of the Loan and Investment Company of New Zealand, held yesterday, a resolution for winding up the affairs of the Company was confirmed. The chairman saw that a settlement with the National Mortgage and Agency Company of New Zealand would be completed in a few days, and that the liquidators had calculated for a full distribution of the assets upon the basis of a bonus of 11s per cent. in addition to the paid up capital. [327,771,474,903]
paragraph: On the motion of Mr. Craig, seconded by Mr. Morrison, it was resolved that the sum of L20 each be handed to the public libraries at Kakanui and Otepopo. [953,813,1099,856]
subheading: CHRISTCHURCH. [363,623,439,634]
centered-line: Oamaru Branch N. Z. Clothing Factory. [19,1230,157,1241]
right-line: Manager Oamaru Branch. [70,1071,161,1082]
table-row [484,230,629,241]
display-line: STEAM TO WELLINGTON AND WANGANUI. [961,1521,1091,1548]
section-heading: SHIPPING INTELLIGENCE. [15,41,160,57]
centered-line: [FROM OUR OWN CORRESPONDENT.] [205,1363,284,1385]
centered-line: Money Lent on Deposit of Deeds, Scrip, Bonds, &c.; also, [18,1501,158,1523]
right-line: R. C. LINDSAY, [102,1060,161,1071]
table-label: Kendall, b Buchanan [484,272,555,282]
right-line: January 10. [433,968,474,979]
centered-line: TO-MORROW. [216,58,272,69]
paragraph: Any person giving such information as will lead to the recovery of the same and the conviction of the offender, will receive the above reward. Apply, MAIL Office. 618 [953,1146,1099,1201]
paragraph: After some further remarks, the amendment moved by Mr. Hardy, in favour of the lease, was put and carried by 23 to 5. [640,675,787,718]
centered-line: Branches for the Sale of their Manufactures at [37,681,139,703]
section-heading: HARBOUR BOARD. [641,1456,786,1472]
paragraph: Mr. G. Greenfield, at his Mart, Tyne-street—Lease of Corporation Section, Furniture, etc., at noon. [171,116,317,149]
column-4-part-a [484,38,629,162]
